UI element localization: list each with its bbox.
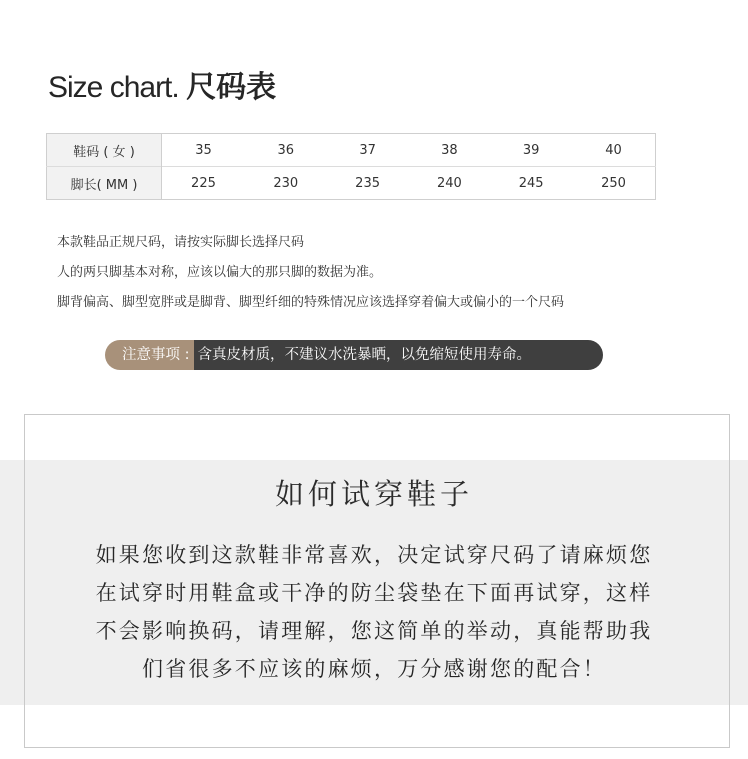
size-cell: 37: [359, 142, 376, 158]
size-cell: 38: [441, 142, 458, 158]
try-on-body: [0, 536, 748, 688]
size-cell: 39: [522, 142, 540, 158]
table-row-foot-length: [47, 167, 656, 200]
note-line: 本款鞋品正规尺码，请按实际脚长选择尺码: [57, 235, 305, 250]
size-cell: 36: [277, 142, 295, 158]
row-label-shoe-size: 鞋码 ( 女 ): [47, 134, 162, 167]
try-on-line: 们省很多不应该的麻烦，万分感谢您的配合！: [142, 657, 606, 681]
note-line: 脚背偏高、脚型宽胖或是脚背、脚型纤细的特殊情况应该选择穿着偏大或偏小的一个尺码: [57, 295, 565, 310]
length-cell: 240: [408, 167, 490, 200]
title-zh: 尺码表: [186, 71, 277, 104]
try-on-line: 如果您收到这款鞋非常喜欢，决定试穿尺码了请麻烦您: [95, 543, 653, 567]
size-notes: [57, 233, 564, 323]
length-cell: 245: [490, 167, 572, 200]
row-label-foot-length: 脚长( MM ): [47, 167, 162, 200]
try-on-title: 如何试穿鞋子: [274, 477, 473, 511]
size-cell: 40: [605, 142, 622, 158]
title-en: Size chart.: [48, 71, 179, 104]
length-cell: 230: [245, 167, 327, 200]
table-row-shoe-size: [47, 134, 656, 167]
length-cell: 235: [327, 167, 409, 200]
page-title: [48, 62, 276, 106]
notice-text: 含真皮材质，不建议水洗暴晒，以免缩短使用寿命。: [194, 340, 604, 370]
notice-label: 注意事项 :: [105, 340, 194, 370]
length-cell: 250: [572, 167, 655, 200]
size-cell: 35: [195, 142, 212, 158]
try-on-line: 在试穿时用鞋盒或干净的防尘袋垫在下面再试穿，这样: [95, 581, 653, 605]
notice-banner: [105, 340, 603, 370]
size-table: [46, 133, 656, 200]
note-line: 人的两只脚基本对称，应该以偏大的那只脚的数据为准。: [57, 265, 383, 280]
try-on-line: 不会影响换码，请理解，您这简单的举动，真能帮助我: [95, 619, 653, 643]
length-cell: 225: [162, 167, 245, 200]
